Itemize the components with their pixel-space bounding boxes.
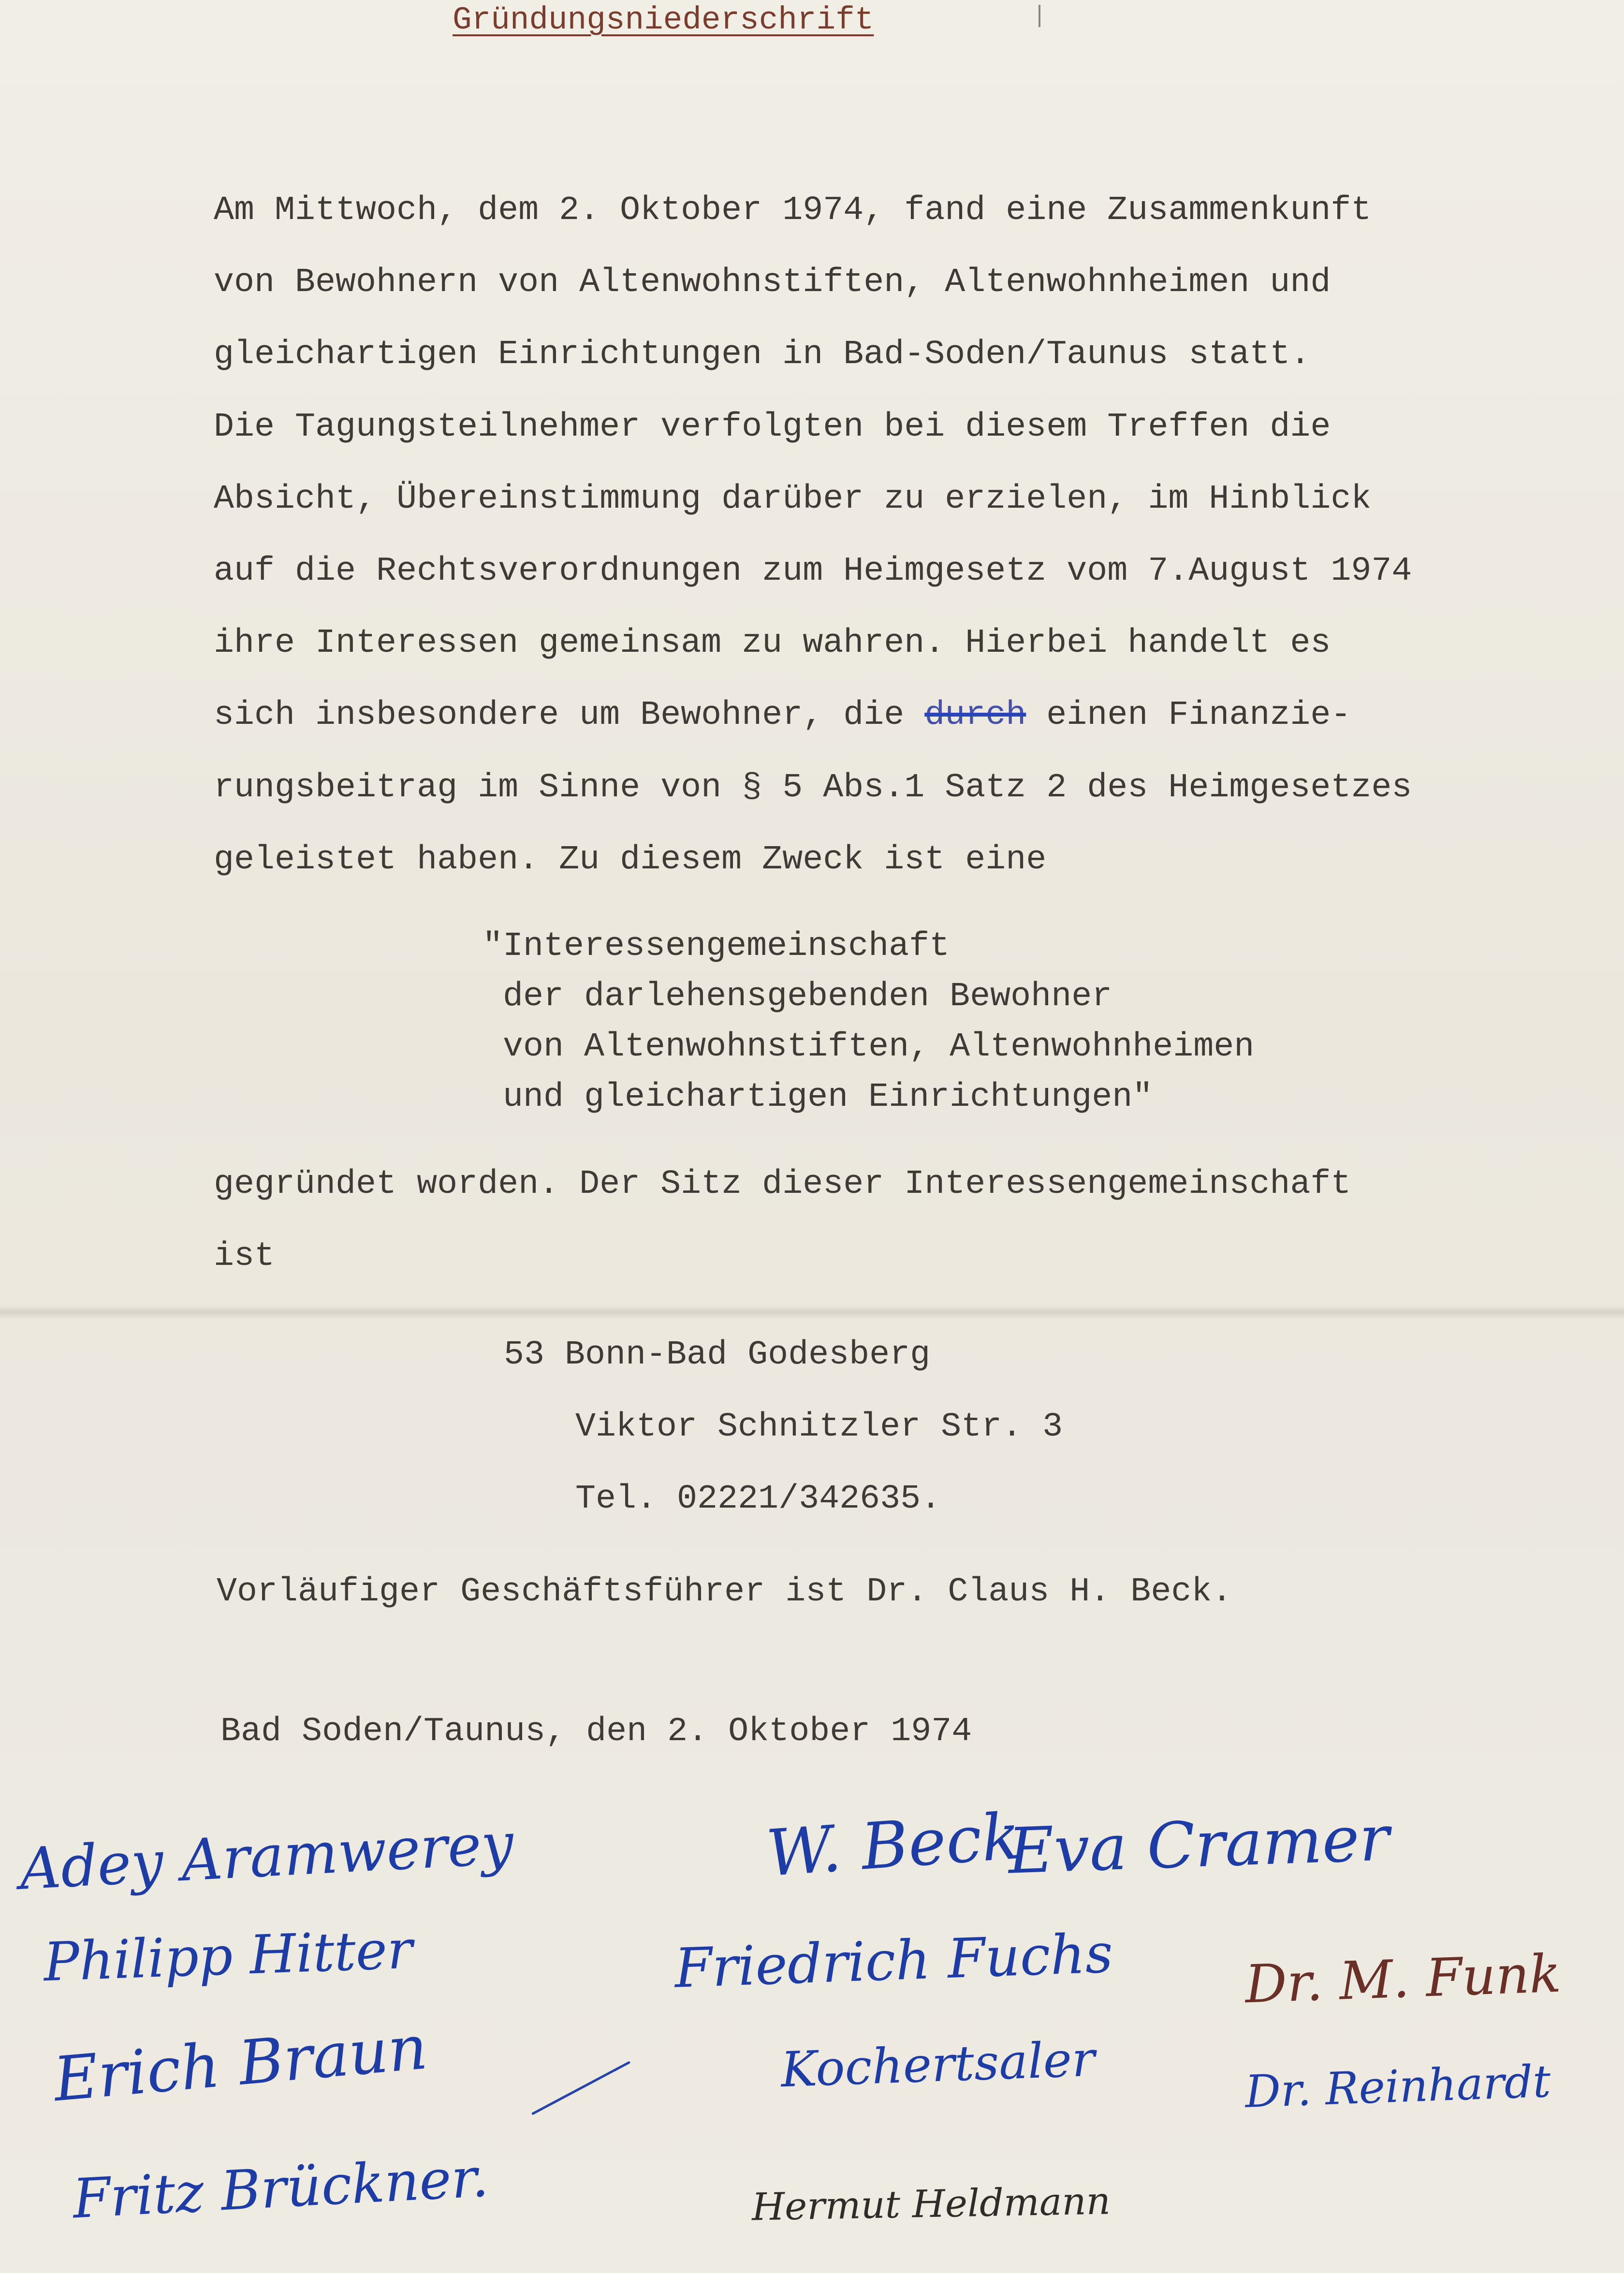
address-line-3: Tel. 02221/342635. xyxy=(575,1480,941,1518)
signature-11: Hermut Heldmann xyxy=(751,2179,1111,2229)
body-line-9: rungsbeitrag im Sinne von § 5 Abs.1 Satz 2 des Heimgesetzes xyxy=(214,769,1412,807)
signature-9: Kochertsaler xyxy=(780,2030,1096,2098)
signature-8: Dr. M. Funk xyxy=(1244,1943,1562,2015)
place-date-line: Bad Soden/Taunus, den 2. Oktober 1974 xyxy=(220,1713,972,1751)
body-line-10: geleistet haben. Zu diesem Zweck ist eine xyxy=(214,841,1047,879)
body-line-5: Absicht, Übereinstimmung darüber zu erzielen, im Hinblick xyxy=(214,480,1372,518)
address-line-2: Viktor Schnitzler Str. 3 xyxy=(575,1408,1063,1446)
address-line-1: 53 Bonn-Bad Godesberg xyxy=(504,1336,931,1374)
signature-10: Dr. Reinhardt xyxy=(1244,2055,1552,2118)
body-line-7: ihre Interessen gemeinsam zu wahren. Hierbei handelt es xyxy=(214,624,1331,662)
manager-line: Vorläufiger Geschäftsführer ist Dr. Claus H. Beck. xyxy=(217,1573,1232,1611)
quote-line-3: von Altenwohnstiften, Altenwohnheimen xyxy=(483,1028,1255,1066)
quote-line-1: "Interessengemeinschaft xyxy=(483,927,950,966)
signature-3-flourish xyxy=(531,2061,630,2115)
founded-line-2: ist xyxy=(214,1237,275,1276)
struck-word: durch xyxy=(924,696,1026,734)
body-line-8-after: einen Finanzie- xyxy=(1026,696,1351,734)
quote-line-2: der darlehensgebenden Bewohner xyxy=(483,978,1112,1016)
body-line-8 xyxy=(214,692,1351,739)
body-line-2: von Bewohnern von Altenwohnstiften, Altenwohnheimen und xyxy=(214,264,1331,302)
signature-2: Philipp Hitter xyxy=(42,1918,414,1994)
signature-3: Erich Braun xyxy=(51,2011,430,2115)
founded-line-1: gegründet worden. Der Sitz dieser Interessengemeinschaft xyxy=(214,1165,1351,1203)
body-line-3: gleichartigen Einrichtungen in Bad-Soden/Taunus statt. xyxy=(214,336,1311,374)
signature-6: Eva Cramer xyxy=(1007,1801,1391,1888)
body-line-1: Am Mittwoch, dem 2. Oktober 1974, fand eine Zusammenkunft xyxy=(214,191,1372,230)
quote-line-4: und gleichartigen Einrichtungen" xyxy=(483,1078,1153,1116)
signature-5: W. Beck xyxy=(764,1799,1023,1892)
signature-1: Adey Aramwerey xyxy=(18,1810,515,1903)
body-line-8-before: sich insbesondere um Bewohner, die xyxy=(214,696,925,734)
document-title: Gründungsniederschrift xyxy=(453,2,874,38)
body-line-4: Die Tagungsteilnehmer verfolgten bei diesem Treffen die xyxy=(214,408,1331,446)
signature-7: Friedrich Fuchs xyxy=(673,1922,1114,2000)
body-line-6: auf die Rechtsverordnungen zum Heimgesetz vom 7.August 1974 xyxy=(214,552,1412,590)
paper-fold xyxy=(0,1305,1624,1319)
margin-mark xyxy=(1039,5,1040,27)
signature-4: Fritz Brückner. xyxy=(71,2146,490,2231)
